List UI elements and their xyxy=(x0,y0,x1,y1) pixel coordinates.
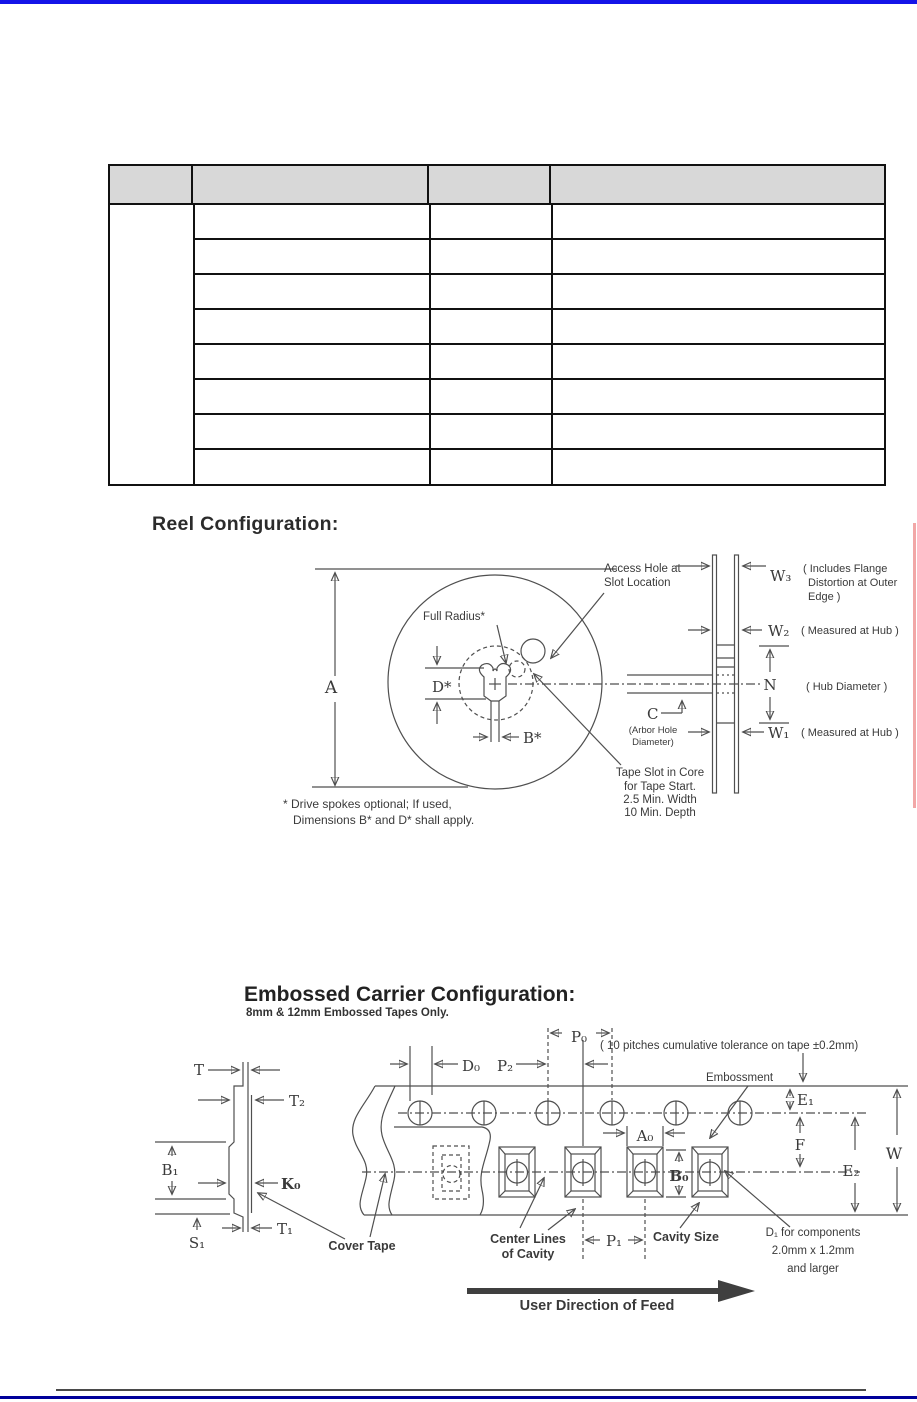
tape-slot-leader xyxy=(534,674,621,765)
bottom-navy-rule xyxy=(0,1396,917,1399)
embossment-label: Embossment xyxy=(706,1072,774,1084)
dim-p2-label: P₂ xyxy=(497,1057,514,1075)
table-cell xyxy=(195,450,431,485)
dim-w2-label: W₂ xyxy=(768,622,790,640)
w1-note: ( Measured at Hub ) xyxy=(801,727,899,739)
dim-t1-label: T₁ xyxy=(277,1220,294,1238)
arbor-note-1: (Arbor Hole xyxy=(628,725,678,736)
tape-slot-note-4: 10 Min. Depth xyxy=(624,807,696,819)
dim-w-label: W xyxy=(885,1144,903,1163)
dim-p1-label: P₁ xyxy=(605,1232,623,1250)
dim-t2-label: T₂ xyxy=(289,1092,306,1110)
cover-tape-leader-right xyxy=(370,1174,385,1237)
tape-top-view xyxy=(353,1028,908,1314)
access-hole-label-2: Slot Location xyxy=(604,577,671,589)
embossed-carrier-diagram xyxy=(150,1025,917,1325)
spec-table xyxy=(108,164,886,486)
feed-direction-label: User Direction of Feed xyxy=(519,1298,675,1314)
reel-front-view xyxy=(283,563,760,827)
reel-hub-dashed-circle xyxy=(459,646,533,720)
d1-note-2: 2.0mm x 1.2mm xyxy=(771,1245,855,1257)
flange-left xyxy=(713,555,717,793)
w2-note: ( Measured at Hub ) xyxy=(801,625,899,637)
dim-a-label: A xyxy=(324,678,338,698)
center-lines-label-2: of Cavity xyxy=(501,1247,555,1261)
tape-slot-note-2: for Tape Start. xyxy=(623,781,697,793)
cover-tape-label: Cover Tape xyxy=(328,1239,396,1253)
dim-b0-label: B₀ xyxy=(669,1167,689,1185)
dim-d0-label: D₀ xyxy=(462,1057,481,1075)
table-cell xyxy=(553,275,884,310)
cavity xyxy=(565,1147,601,1197)
center-lines-leader-1 xyxy=(520,1178,544,1228)
d1-leader xyxy=(725,1171,790,1227)
table-cell xyxy=(431,205,553,240)
d1-note-1: D₁ for components xyxy=(765,1227,861,1239)
table-cell xyxy=(195,310,431,345)
flange-right xyxy=(735,555,739,793)
carrier-profile xyxy=(229,1062,243,1232)
table-cell xyxy=(553,415,884,450)
dim-e1-label: E₁ xyxy=(797,1091,814,1109)
dim-f-label: F xyxy=(794,1136,806,1154)
dim-w3-label: W₃ xyxy=(770,567,792,585)
table-cell xyxy=(195,240,431,275)
table-cell xyxy=(553,380,884,415)
dim-b1-label: B₁ xyxy=(161,1161,179,1179)
dim-p0-label: P₀ xyxy=(570,1028,588,1046)
spec-table-grid xyxy=(195,205,884,485)
tape-slot-note-3: 2.5 Min. Width xyxy=(623,794,697,806)
dim-c-label: C xyxy=(647,705,659,723)
dim-k0-label: K₀ xyxy=(281,1175,301,1193)
dim-w1-label: W₁ xyxy=(768,724,790,742)
reel-footnote-2: Dimensions B* and D* shall apply. xyxy=(293,813,475,827)
table-cell xyxy=(431,380,553,415)
dim-a0-label: A₀ xyxy=(636,1127,654,1145)
table-cell xyxy=(195,380,431,415)
embossment-leader xyxy=(710,1086,748,1138)
table-cell xyxy=(553,310,884,345)
tape-torn-edge-1 xyxy=(353,1086,375,1215)
header-cell xyxy=(110,166,193,203)
w3-note-3: Edge ) xyxy=(808,591,841,603)
table-cell xyxy=(553,240,884,275)
table-cell xyxy=(431,275,553,310)
dim-b-label: B* xyxy=(523,729,542,747)
center-lines-label-1: Center Lines xyxy=(490,1232,566,1246)
w3-note-1: ( Includes Flange xyxy=(803,563,888,575)
header-cell xyxy=(551,166,884,203)
dim-e2-label: E₂ xyxy=(842,1162,860,1180)
dim-t-label: T xyxy=(193,1061,205,1079)
dim-n-label: N xyxy=(763,676,777,694)
footer-divider xyxy=(56,1389,866,1391)
arbor-note-2: Diameter) xyxy=(632,737,674,748)
d1-note-3: and larger xyxy=(787,1263,839,1275)
table-cell xyxy=(431,345,553,380)
table-cell xyxy=(553,205,884,240)
table-cell xyxy=(431,450,553,485)
tape-torn-edge-2 xyxy=(381,1086,395,1215)
tape-slot-note-1: Tape Slot in Core xyxy=(615,767,705,779)
embossed-section-heading: Embossed Carrier Configuration: xyxy=(244,983,576,1006)
access-hole-label-1: Access Hole at xyxy=(604,563,681,575)
dim-d-label: D* xyxy=(432,678,452,696)
table-cell xyxy=(431,240,553,275)
cavity xyxy=(692,1147,728,1197)
embossed-section-subtitle: 8mm & 12mm Embossed Tapes Only. xyxy=(246,1007,449,1019)
full-radius-label: Full Radius* xyxy=(423,611,485,623)
cavity xyxy=(627,1147,663,1197)
header-cell xyxy=(193,166,429,203)
reel-footnote-1: * Drive spokes optional; If used, xyxy=(283,797,452,811)
n-note: ( Hub Diameter ) xyxy=(806,681,888,693)
table-cell xyxy=(195,415,431,450)
reel-diagram xyxy=(270,545,917,845)
table-cell xyxy=(195,275,431,310)
dim-s1-label: S₁ xyxy=(188,1234,206,1252)
spec-table-body xyxy=(110,205,884,485)
table-cell xyxy=(431,310,553,345)
cover-tape-leader-left xyxy=(258,1193,345,1239)
tolerance-note: ( 10 pitches cumulative tolerance on tape ±0.2mm) xyxy=(600,1040,859,1052)
merged-row-label-cell xyxy=(110,205,195,485)
spec-table-header-row xyxy=(110,166,884,205)
slot-location-dashed-circle xyxy=(509,661,525,677)
access-hole-circle xyxy=(521,639,545,663)
table-cell xyxy=(431,415,553,450)
table-cell xyxy=(553,450,884,485)
reel-side-view xyxy=(627,555,899,793)
w3-note-2: Distortion at Outer xyxy=(808,577,898,589)
header-cell xyxy=(429,166,551,203)
reel-section-heading: Reel Configuration: xyxy=(152,513,339,535)
table-cell xyxy=(195,205,431,240)
table-cell xyxy=(553,345,884,380)
center-lines-leader-2 xyxy=(548,1209,575,1230)
cavity-size-label: Cavity Size xyxy=(652,1230,720,1244)
top-blue-rule xyxy=(0,0,917,4)
tape-cross-section xyxy=(155,1061,396,1253)
table-cell xyxy=(195,345,431,380)
full-radius-leader xyxy=(497,625,506,663)
